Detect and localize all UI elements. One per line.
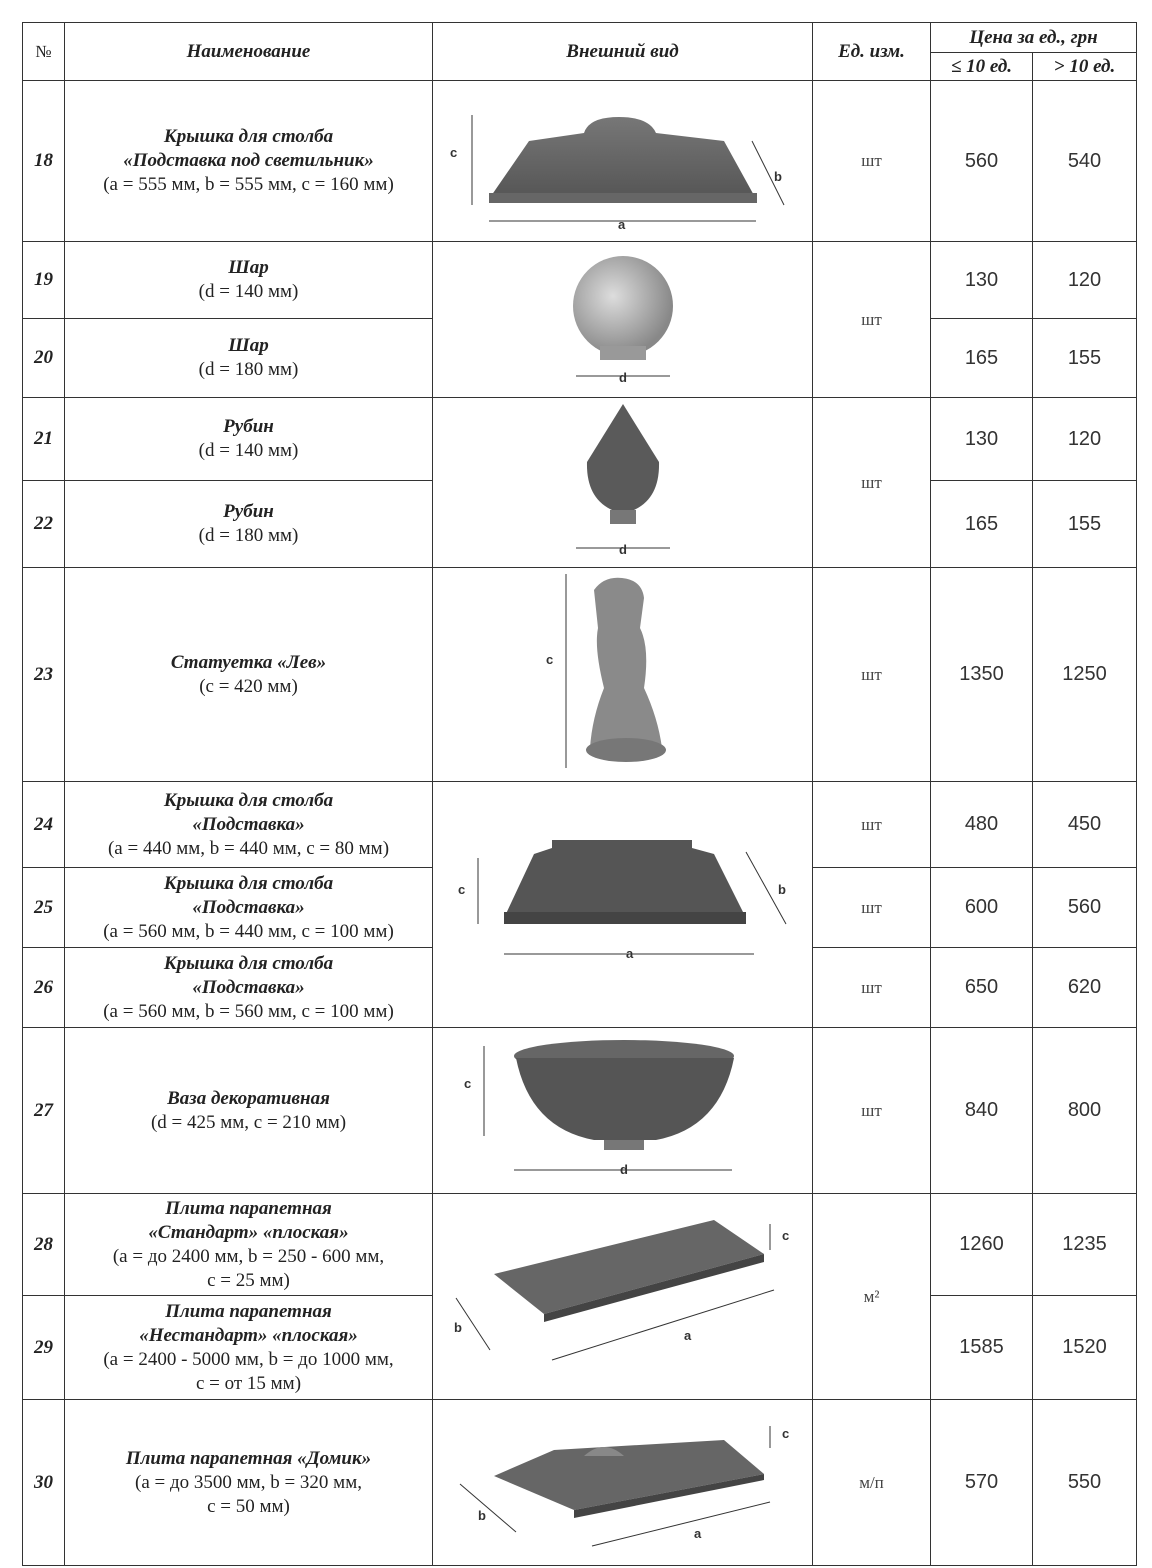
item-dims: (d = 140 мм) — [198, 281, 299, 302]
row-number: 22 — [23, 481, 65, 568]
item-title: Шар — [228, 257, 269, 278]
table-row — [23, 568, 1137, 782]
item-dims: (a = до 2400 мм, b = 250 - 600 мм, — [112, 1245, 385, 1267]
item-dims: (a = 555 мм, b = 555 мм, c = 160 мм) — [103, 174, 394, 195]
svg-text:b: b — [777, 882, 786, 897]
row-number: 28 — [23, 1194, 65, 1296]
item-dims: c = 25 мм) — [207, 1269, 290, 1291]
item-title: «Подставка» — [192, 813, 305, 835]
svg-text:a: a — [617, 217, 625, 232]
price-gt10: 540 — [1033, 81, 1137, 242]
item-name — [65, 1400, 433, 1566]
ball-drawing — [434, 242, 812, 392]
item-title: Крышка для столба — [163, 872, 334, 894]
price-le10: 130 — [931, 398, 1033, 481]
item-name — [65, 782, 433, 868]
item-dims: c = 50 мм) — [207, 1495, 290, 1517]
price-gt10: 1250 — [1033, 568, 1137, 782]
row-number: 29 — [23, 1296, 65, 1400]
item-dims: (a = 560 мм, b = 440 мм, c = 100 мм) — [103, 920, 394, 942]
price-le10: 840 — [931, 1028, 1033, 1194]
svg-text:c: c — [449, 145, 457, 160]
product-image — [433, 1400, 813, 1566]
price-le10: 165 — [931, 481, 1033, 568]
item-title: Плита парапетная — [165, 1197, 332, 1219]
row-number: 25 — [23, 868, 65, 948]
item-dims: c = от 15 мм) — [195, 1372, 302, 1394]
item-dims: (a = 560 мм, b = 560 мм, c = 100 мм) — [103, 1000, 394, 1022]
price-gt10: 155 — [1033, 481, 1137, 568]
item-dims: (a = 440 мм, b = 440 мм, c = 80 мм) — [107, 837, 390, 859]
item-name — [65, 568, 433, 782]
item-name — [65, 1296, 433, 1400]
item-name — [65, 81, 433, 242]
item-name — [65, 948, 433, 1028]
price-le10: 480 — [931, 782, 1033, 868]
svg-text:d: d — [618, 542, 627, 557]
price-gt10: 155 — [1033, 319, 1137, 398]
unit: шт — [813, 398, 931, 568]
parapet-plate-flat-drawing — [434, 1194, 812, 1394]
unit: шт — [813, 242, 931, 398]
item-title: Статуетка «Лев» — [170, 651, 327, 673]
post-cap-stand-drawing — [434, 782, 812, 1022]
price-table — [22, 22, 1137, 1566]
unit: шт — [813, 81, 931, 242]
item-title: «Нестандарт» «плоская» — [139, 1324, 358, 1346]
unit: шт — [813, 782, 931, 868]
item-title: «Подставка» — [192, 896, 305, 918]
unit: шт — [813, 868, 931, 948]
svg-text:c: c — [463, 1076, 471, 1091]
svg-text:a: a — [693, 1526, 701, 1541]
item-title: Крышка для столба — [163, 952, 334, 974]
item-title: Шар — [228, 335, 269, 356]
price-gt10: 1235 — [1033, 1194, 1137, 1296]
row-number: 19 — [23, 242, 65, 319]
item-title: Плита парапетная — [165, 1300, 332, 1322]
header-unit: Ед. изм. — [813, 23, 931, 81]
price-le10: 130 — [931, 242, 1033, 319]
product-image — [433, 242, 813, 398]
table-row — [23, 398, 1137, 481]
table-row — [23, 1194, 1137, 1296]
price-gt10: 450 — [1033, 782, 1137, 868]
unit: шт — [813, 1028, 931, 1194]
item-title: Плита парапетная «Домик» — [125, 1447, 372, 1469]
ruby-drawing — [434, 398, 812, 562]
vase-drawing — [434, 1028, 812, 1188]
table-row — [23, 1400, 1137, 1566]
price-le10: 560 — [931, 81, 1033, 242]
header-price-gt: > 10 ед. — [1033, 53, 1137, 81]
svg-text:c: c — [781, 1426, 789, 1441]
row-number: 23 — [23, 568, 65, 782]
price-sheet — [22, 22, 1136, 1556]
product-image — [433, 568, 813, 782]
item-name — [65, 242, 433, 319]
item-dims: (d = 425 мм, c = 210 мм) — [150, 1111, 347, 1133]
price-gt10: 1520 — [1033, 1296, 1137, 1400]
price-le10: 600 — [931, 868, 1033, 948]
product-image — [433, 81, 813, 242]
parapet-plate-house-drawing — [434, 1400, 812, 1560]
svg-text:b: b — [477, 1508, 486, 1523]
table-row — [23, 1028, 1137, 1194]
price-gt10: 120 — [1033, 242, 1137, 319]
svg-text:d: d — [619, 1162, 628, 1177]
price-gt10: 800 — [1033, 1028, 1137, 1194]
item-title: «Стандарт» «плоская» — [148, 1221, 349, 1243]
item-title: Рубин — [223, 501, 274, 523]
price-le10: 570 — [931, 1400, 1033, 1566]
row-number: 18 — [23, 81, 65, 242]
unit: шт — [813, 568, 931, 782]
post-cap-lamp-drawing — [434, 81, 812, 236]
product-image — [433, 398, 813, 568]
svg-text:a: a — [683, 1328, 691, 1343]
header-no: № — [23, 23, 65, 81]
svg-text:c: c — [545, 652, 553, 667]
header-name: Наименование — [65, 23, 433, 81]
svg-text:c: c — [457, 882, 465, 897]
item-name — [65, 1028, 433, 1194]
item-name — [65, 319, 433, 398]
row-number: 30 — [23, 1400, 65, 1566]
item-title: Рубин — [223, 416, 274, 438]
product-image — [433, 1194, 813, 1400]
svg-text:b: b — [773, 169, 782, 184]
item-name — [65, 868, 433, 948]
item-dims: (a = 2400 - 5000 мм, b = до 1000 мм, — [103, 1348, 394, 1370]
header-row-1 — [23, 23, 1137, 53]
price-gt10: 550 — [1033, 1400, 1137, 1566]
item-dims: (d = 180 мм) — [198, 359, 299, 380]
table-row — [23, 81, 1137, 242]
price-gt10: 620 — [1033, 948, 1137, 1028]
svg-text:a: a — [625, 946, 633, 961]
item-dims: (d = 180 мм) — [198, 525, 299, 547]
price-le10: 165 — [931, 319, 1033, 398]
item-title: Крышка для столба — [163, 126, 334, 147]
product-image — [433, 1028, 813, 1194]
item-dims: (d = 140 мм) — [198, 440, 299, 462]
unit: м/п — [813, 1400, 931, 1566]
lion-statue-drawing — [434, 568, 812, 776]
item-title: «Подставка» — [192, 976, 305, 998]
table-row — [23, 242, 1137, 319]
price-gt10: 560 — [1033, 868, 1137, 948]
row-number: 21 — [23, 398, 65, 481]
product-image — [433, 782, 813, 1028]
item-title: Ваза декоративная — [167, 1087, 330, 1109]
item-dims: (a = до 3500 мм, b = 320 мм, — [135, 1471, 362, 1493]
row-number: 26 — [23, 948, 65, 1028]
price-le10: 1260 — [931, 1194, 1033, 1296]
price-gt10: 120 — [1033, 398, 1137, 481]
unit: м² — [813, 1194, 931, 1400]
item-title: Крышка для столба — [163, 789, 334, 811]
price-le10: 1585 — [931, 1296, 1033, 1400]
item-dims: (c = 420 мм) — [199, 675, 298, 697]
row-number: 27 — [23, 1028, 65, 1194]
price-le10: 1350 — [931, 568, 1033, 782]
unit: шт — [813, 948, 931, 1028]
header-price-le: ≤ 10 ед. — [931, 53, 1033, 81]
item-name — [65, 481, 433, 568]
price-le10: 650 — [931, 948, 1033, 1028]
item-name — [65, 1194, 433, 1296]
svg-text:b: b — [453, 1320, 462, 1335]
svg-text:c: c — [781, 1228, 789, 1243]
item-title: «Подставка под светильник» — [123, 150, 374, 171]
row-number: 24 — [23, 782, 65, 868]
header-price: Цена за ед., грн — [931, 23, 1137, 53]
svg-text:d: d — [618, 370, 627, 385]
item-name — [65, 398, 433, 481]
row-number: 20 — [23, 319, 65, 398]
table-row — [23, 782, 1137, 868]
header-view: Внешний вид — [433, 23, 813, 81]
